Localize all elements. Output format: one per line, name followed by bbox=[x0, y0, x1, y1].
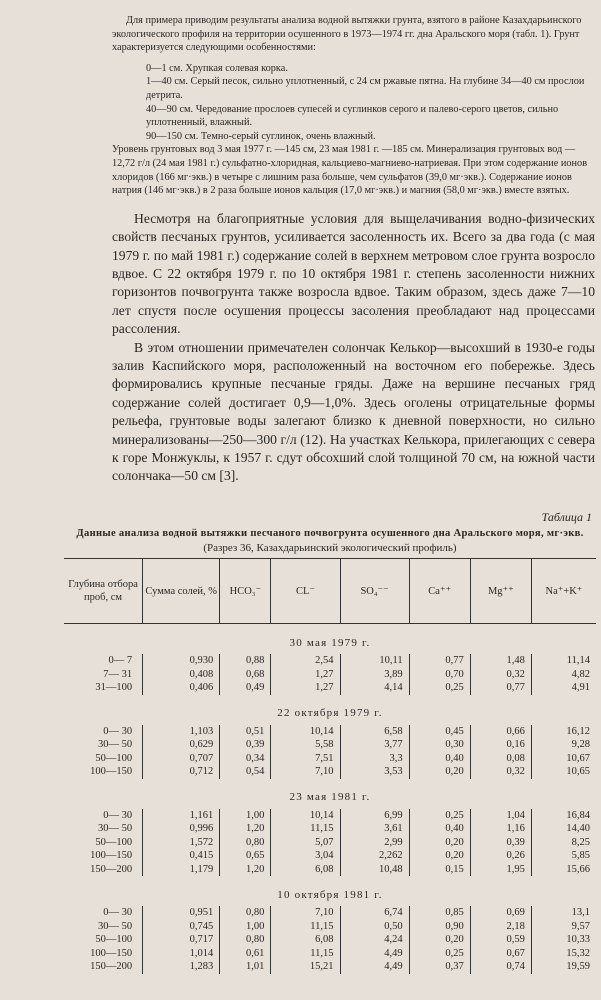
value-cell: 2,18 bbox=[470, 920, 531, 934]
value-cell: 0,80 bbox=[220, 836, 271, 850]
value-cell: 0,32 bbox=[470, 668, 531, 682]
analysis-table bbox=[64, 558, 596, 974]
value-cell: 1,04 bbox=[470, 809, 531, 823]
value-cell: 0,20 bbox=[409, 765, 470, 779]
value-cell: 0,951 bbox=[143, 906, 220, 920]
table-subtitle: (Разрез 36, Казахдарьинский экологический профиль) bbox=[203, 542, 457, 554]
value-cell: 13,1 bbox=[531, 906, 596, 920]
depth-cell: 100—150 bbox=[90, 850, 133, 861]
value-cell: 1,014 bbox=[143, 947, 220, 961]
table-row bbox=[64, 849, 596, 863]
value-cell: 1,95 bbox=[470, 863, 531, 877]
value-cell: 4,91 bbox=[531, 681, 596, 695]
value-cell: 1,161 bbox=[143, 809, 220, 823]
table-row bbox=[64, 738, 596, 752]
header-hco3: HCO₃⁻ bbox=[220, 559, 271, 624]
value-cell: 15,66 bbox=[531, 863, 596, 877]
value-cell: 0,77 bbox=[470, 681, 531, 695]
value-cell: 2,54 bbox=[271, 654, 340, 668]
value-cell: 4,24 bbox=[340, 933, 409, 947]
value-cell: 11,14 bbox=[531, 654, 596, 668]
value-cell: 0,717 bbox=[143, 933, 220, 947]
value-cell: 0,16 bbox=[470, 738, 531, 752]
value-cell: 6,08 bbox=[271, 933, 340, 947]
value-cell: 0,20 bbox=[409, 933, 470, 947]
value-cell: 10,14 bbox=[271, 725, 340, 739]
value-cell: 0,80 bbox=[220, 933, 271, 947]
value-cell: 0,50 bbox=[340, 920, 409, 934]
value-cell: 6,58 bbox=[340, 725, 409, 739]
soil-layer: 90—150 см. Темно-серый суглинок, очень влажный. bbox=[146, 130, 376, 142]
table-caption bbox=[64, 504, 596, 554]
table-body bbox=[64, 624, 596, 974]
table-row bbox=[64, 906, 596, 920]
value-cell: 1,00 bbox=[220, 920, 271, 934]
value-cell: 0,68 bbox=[220, 668, 271, 682]
depth-cell: 150—200 bbox=[90, 961, 133, 972]
table-row bbox=[64, 681, 596, 695]
table-row bbox=[64, 863, 596, 877]
value-cell: 3,3 bbox=[340, 752, 409, 766]
depth-cell: 30— 50 bbox=[98, 739, 133, 750]
value-cell: 10,65 bbox=[531, 765, 596, 779]
value-cell: 0,08 bbox=[470, 752, 531, 766]
value-cell: 0,54 bbox=[220, 765, 271, 779]
value-cell: 10,14 bbox=[271, 809, 340, 823]
soil-layers-list bbox=[112, 62, 595, 144]
depth-cell: 0— 30 bbox=[103, 907, 133, 918]
value-cell: 0,20 bbox=[409, 849, 470, 863]
value-cell: 7,10 bbox=[271, 906, 340, 920]
depth-cell: 7— 31 bbox=[103, 668, 133, 680]
table-row bbox=[64, 809, 596, 823]
value-cell: 0,66 bbox=[470, 725, 531, 739]
depth-cell: 50—100 bbox=[95, 752, 133, 764]
depth-cell: 100—150 bbox=[90, 766, 133, 777]
value-cell: 0,712 bbox=[143, 765, 220, 779]
value-cell: 9,28 bbox=[531, 738, 596, 752]
value-cell: 0,80 bbox=[220, 906, 271, 920]
value-cell: 6,99 bbox=[340, 809, 409, 823]
sampling-date: 30 мая 1979 г. bbox=[289, 636, 371, 649]
value-cell: 0,39 bbox=[470, 836, 531, 850]
depth-cell: 31—100 bbox=[95, 682, 133, 693]
depth-cell: 100—150 bbox=[90, 947, 133, 959]
value-cell: 1,27 bbox=[271, 668, 340, 682]
depth-cell: 30— 50 bbox=[98, 920, 133, 932]
value-cell: 5,07 bbox=[271, 836, 340, 850]
depth-cell: 50—100 bbox=[95, 836, 133, 848]
value-cell: 10,67 bbox=[531, 752, 596, 766]
value-cell: 0,996 bbox=[143, 822, 220, 836]
value-cell: 0,40 bbox=[409, 752, 470, 766]
value-cell: 10,48 bbox=[340, 863, 409, 877]
value-cell: 2,99 bbox=[340, 836, 409, 850]
date-group-row bbox=[64, 624, 596, 655]
value-cell: 8,25 bbox=[531, 836, 596, 850]
value-cell: 10,11 bbox=[340, 654, 409, 668]
table-row bbox=[64, 933, 596, 947]
value-cell: 0,930 bbox=[143, 654, 220, 668]
value-cell: 16,12 bbox=[531, 725, 596, 739]
header-salt-sum: Сумма солей, % bbox=[143, 559, 220, 624]
value-cell: 1,283 bbox=[143, 960, 220, 974]
header-na-k: Na⁺+K⁺ bbox=[531, 559, 596, 624]
value-cell: 0,39 bbox=[220, 738, 271, 752]
sampling-date: 10 октября 1981 г. bbox=[277, 888, 383, 901]
value-cell: 0,415 bbox=[143, 849, 220, 863]
date-group-row bbox=[64, 876, 596, 906]
value-cell: 14,40 bbox=[531, 822, 596, 836]
value-cell: 0,25 bbox=[409, 681, 470, 695]
header-depth: Глубина отбора проб, см bbox=[64, 559, 143, 624]
value-cell: 1,103 bbox=[143, 725, 220, 739]
table-number: Таблица 1 bbox=[541, 510, 592, 524]
value-cell: 1,48 bbox=[470, 654, 531, 668]
value-cell: 0,25 bbox=[409, 947, 470, 961]
value-cell: 11,15 bbox=[271, 947, 340, 961]
value-cell: 4,49 bbox=[340, 947, 409, 961]
value-cell: 0,15 bbox=[409, 863, 470, 877]
value-cell: 3,04 bbox=[271, 849, 340, 863]
table-row bbox=[64, 725, 596, 739]
table-row bbox=[64, 752, 596, 766]
value-cell: 0,67 bbox=[470, 947, 531, 961]
main-text bbox=[112, 210, 595, 486]
table-row bbox=[64, 765, 596, 779]
header-mg: Mg⁺⁺ bbox=[470, 559, 531, 624]
value-cell: 0,59 bbox=[470, 933, 531, 947]
date-group-row bbox=[64, 695, 596, 725]
value-cell: 3,53 bbox=[340, 765, 409, 779]
table-row bbox=[64, 654, 596, 668]
value-cell: 3,89 bbox=[340, 668, 409, 682]
table-row bbox=[64, 822, 596, 836]
value-cell: 1,179 bbox=[143, 863, 220, 877]
header-so4: SO₄⁻⁻ bbox=[340, 559, 409, 624]
table-header-row bbox=[64, 559, 596, 624]
value-cell: 9,57 bbox=[531, 920, 596, 934]
value-cell: 3,77 bbox=[340, 738, 409, 752]
value-cell: 0,77 bbox=[409, 654, 470, 668]
depth-cell: 50—100 bbox=[95, 934, 133, 945]
table-row bbox=[64, 947, 596, 961]
soil-layer: 1—40 см. Серый песок, сильно уплотненный, с 24 см ржавые пятна. На глубине 34—40 см прослои детрита. bbox=[146, 76, 585, 101]
value-cell: 11,15 bbox=[271, 822, 340, 836]
date-group-row bbox=[64, 779, 596, 809]
sampling-date: 23 мая 1981 г. bbox=[289, 791, 371, 803]
soil-layer: 40—90 см. Чередование прослоев супесей и суглинков серого и палево-серого цветов, сильно уплотненный, влажный. bbox=[146, 103, 559, 129]
depth-cell: 30— 50 bbox=[98, 823, 133, 834]
value-cell: 4,82 bbox=[531, 668, 596, 682]
value-cell: 0,745 bbox=[143, 920, 220, 934]
table-row bbox=[64, 668, 596, 682]
value-cell: 0,45 bbox=[409, 725, 470, 739]
intro-lead: Для примера приводим результаты анализа водной вытяжки грунта, взятого в районе Казахдарьинского экологического профиля на территории осушенного в 1973—1974 гг. дна Аральского моря (табл. 1). Грунт характеризуется следующими особенностями: bbox=[112, 15, 582, 54]
value-cell: 7,10 bbox=[271, 765, 340, 779]
value-cell: 4,14 bbox=[340, 681, 409, 695]
value-cell: 1,01 bbox=[220, 960, 271, 974]
header-ca: Ca⁺⁺ bbox=[409, 559, 470, 624]
table-row bbox=[64, 960, 596, 974]
value-cell: 0,37 bbox=[409, 960, 470, 974]
value-cell: 0,85 bbox=[409, 906, 470, 920]
depth-cell: 0— 30 bbox=[103, 809, 133, 821]
value-cell: 0,707 bbox=[143, 752, 220, 766]
value-cell: 0,69 bbox=[470, 906, 531, 920]
value-cell: 0,20 bbox=[409, 836, 470, 850]
value-cell: 0,32 bbox=[470, 765, 531, 779]
value-cell: 0,25 bbox=[409, 809, 470, 823]
table-title: Данные анализа водной вытяжки песчаного почвогрунта осушенного дна Аральского моря, мг·экв. bbox=[76, 528, 584, 539]
value-cell: 11,15 bbox=[271, 920, 340, 934]
value-cell: 0,30 bbox=[409, 738, 470, 752]
value-cell: 1,572 bbox=[143, 836, 220, 850]
value-cell: 7,51 bbox=[271, 752, 340, 766]
value-cell: 1,20 bbox=[220, 822, 271, 836]
intro-section bbox=[112, 14, 595, 198]
table-row bbox=[64, 920, 596, 934]
value-cell: 0,40 bbox=[409, 822, 470, 836]
sampling-date: 22 октября 1979 г. bbox=[277, 707, 383, 719]
value-cell: 0,88 bbox=[220, 654, 271, 668]
body-paragraph: Несмотря на благоприятные условия для выщелачивания водно-физических свойств песчаных грунтов, усиливается засоленность их. Всего за два года (с мая 1979 г. по май 1981 г.) содержание солей в верхнем метровом слое грунта возросло вдвое. С 22 октября 1979 г. по 10 октября 1981 г. степень засоленности нижних горизонтов почвогрунта также возросла вдвое. Таким образом, здесь даже 7—10 лет спустя после осушения процессы засоления преобладают над процессами рассоления. bbox=[112, 210, 595, 337]
value-cell: 1,00 bbox=[220, 809, 271, 823]
soil-layer: 0—1 см. Хрупкая солевая корка. bbox=[146, 62, 288, 74]
value-cell: 1,16 bbox=[470, 822, 531, 836]
depth-cell: 150—200 bbox=[90, 863, 133, 875]
value-cell: 2,262 bbox=[340, 849, 409, 863]
value-cell: 6,74 bbox=[340, 906, 409, 920]
value-cell: 5,85 bbox=[531, 849, 596, 863]
value-cell: 0,408 bbox=[143, 668, 220, 682]
value-cell: 10,33 bbox=[531, 933, 596, 947]
value-cell: 1,27 bbox=[271, 681, 340, 695]
value-cell: 6,08 bbox=[271, 863, 340, 877]
value-cell: 0,70 bbox=[409, 668, 470, 682]
value-cell: 0,34 bbox=[220, 752, 271, 766]
value-cell: 0,61 bbox=[220, 947, 271, 961]
value-cell: 0,406 bbox=[143, 681, 220, 695]
value-cell: 19,59 bbox=[531, 960, 596, 974]
body-paragraph: В этом отношении примечателен солончак Келькор—высохший в 1930-е годы залив Каспийского моря, расположенный на восточном его побережье. Здесь формировались крупные песчаные гряды. Даже на вершине песчаных гряд содержание солей достигает 0,9—1,0%. Здесь оголены отрицательные формы рельефа, грунтовые воды залегают близко к дневной поверхности, но сильно минерализованы—250—300 г/л (12). На участках Келькора, прилегающих с севера к горе Монжуклы, к 1957 г. сдут обсохший слой толщиной 70 см, на южной части солончака—50 см [3]. bbox=[112, 339, 595, 484]
value-cell: 0,65 bbox=[220, 849, 271, 863]
value-cell: 5,58 bbox=[271, 738, 340, 752]
value-cell: 0,51 bbox=[220, 725, 271, 739]
value-cell: 0,74 bbox=[470, 960, 531, 974]
value-cell: 0,629 bbox=[143, 738, 220, 752]
value-cell: 4,49 bbox=[340, 960, 409, 974]
value-cell: 15,21 bbox=[271, 960, 340, 974]
value-cell: 0,90 bbox=[409, 920, 470, 934]
value-cell: 15,32 bbox=[531, 947, 596, 961]
value-cell: 3,61 bbox=[340, 822, 409, 836]
table-row bbox=[64, 836, 596, 850]
value-cell: 16,84 bbox=[531, 809, 596, 823]
groundwater-paragraph: Уровень грунтовых вод 3 мая 1977 г. —145 см, 23 мая 1981 г. —185 см. Минерализация грунтовых вод — 12,72 г/л (24 мая 1981 г.) сульфатно-хлоридная, кальциево-магниево-натриевая. При этом содержание ионов хлоридов (166 мг·экв.) в четыре с лишним раза больше, чем сульфатов (39,0 мг·экв.). Содержание ионов натрия (146 мг·экв.) в 2 раза больше ионов кальция (17,0 мг·экв.) и магния (58,0 мг·экв.) вместе взятых. bbox=[112, 144, 588, 197]
depth-cell: 0— 30 bbox=[103, 725, 133, 737]
depth-cell: 0— 7 bbox=[108, 655, 133, 666]
header-cl: CL⁻ bbox=[271, 559, 340, 624]
value-cell: 1,20 bbox=[220, 863, 271, 877]
value-cell: 0,26 bbox=[470, 849, 531, 863]
value-cell: 0,49 bbox=[220, 681, 271, 695]
